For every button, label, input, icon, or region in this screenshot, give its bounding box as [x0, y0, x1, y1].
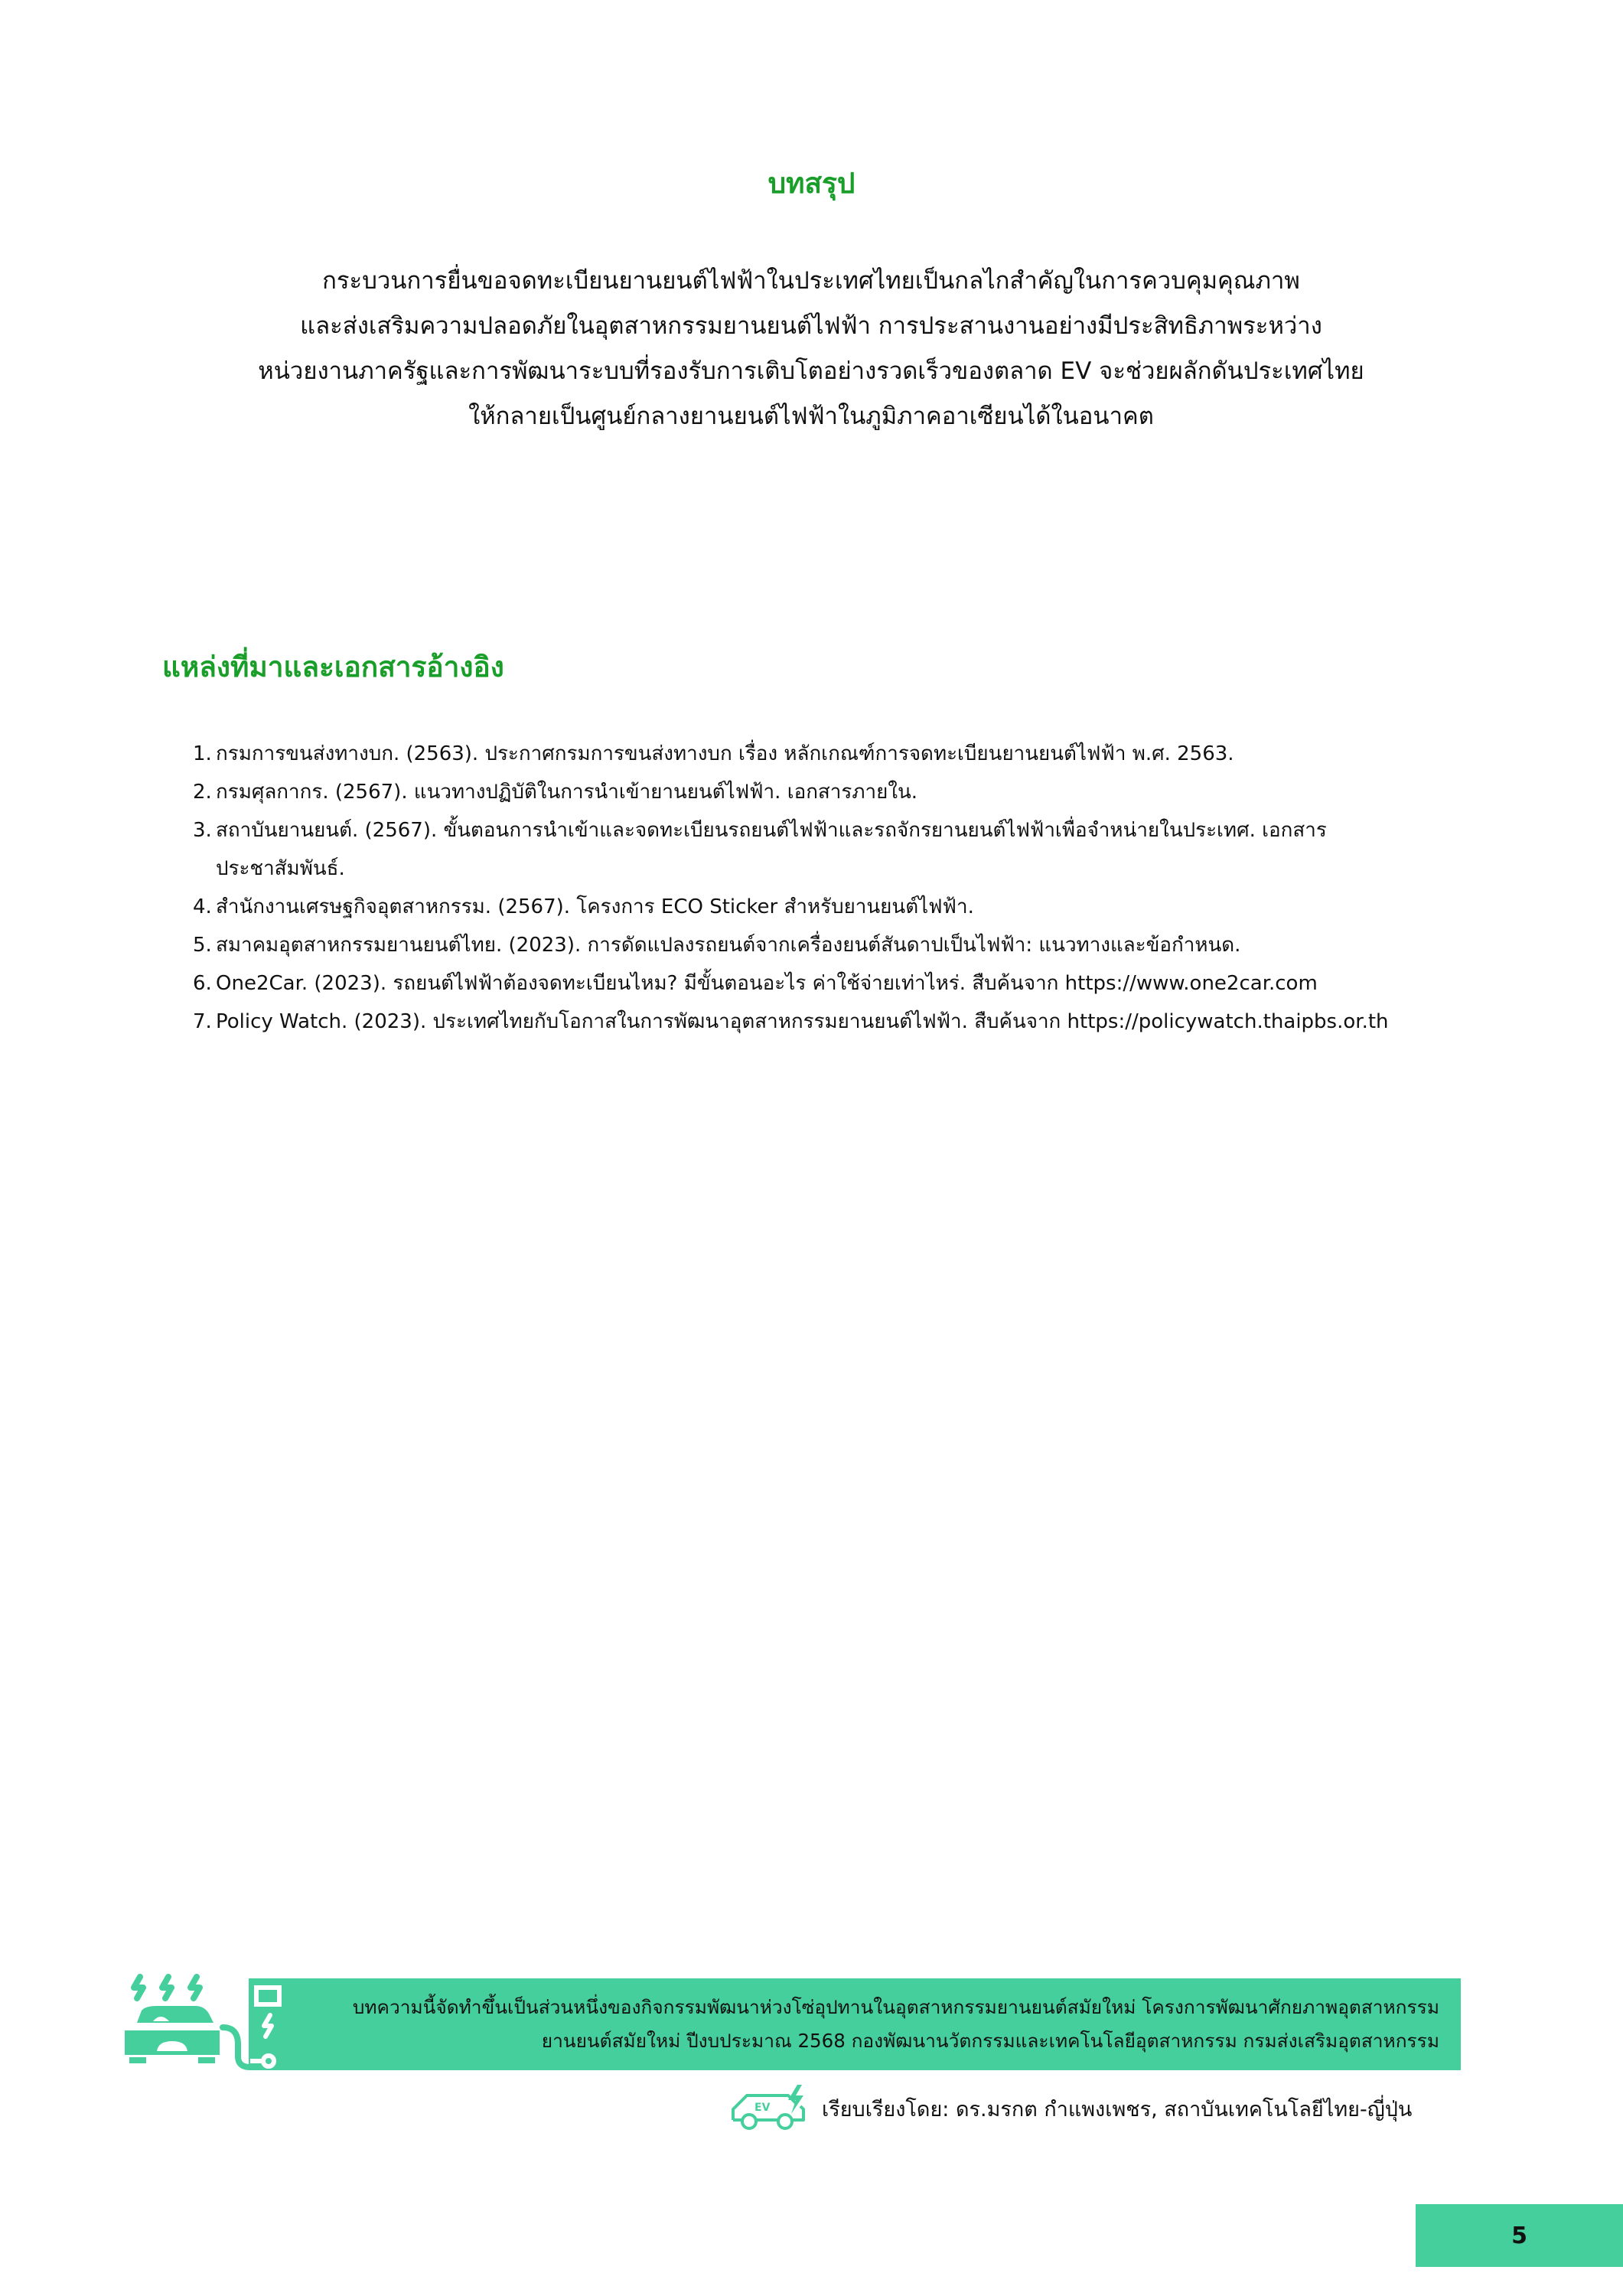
- reference-text: กรมการขนส่งทางบก. (2563). ประกาศกรมการขนส่งทางบก เรื่อง หลักเกณฑ์การจดทะเบียนยานยนต์ไฟฟ้า พ.ศ. 2563.: [216, 742, 1234, 765]
- svg-text:EV: EV: [754, 2102, 771, 2114]
- summary-line: ให้กลายเป็นศูนย์กลางยานยนต์ไฟฟ้าในภูมิภาคอาเซียนได้ในอนาคต: [468, 403, 1154, 430]
- summary-line: กระบวนการยื่นขอจดทะเบียนยานยนต์ไฟฟ้าในประเทศไทยเป็นกลไกสำคัญในการควบคุมคุณภาพ: [322, 267, 1300, 295]
- reference-item: [193, 964, 1432, 1003]
- footer-banner: [249, 1978, 1461, 2070]
- reference-item: [193, 888, 1432, 926]
- reference-number: 2.: [193, 781, 212, 804]
- footer-banner-text: [353, 1991, 1439, 2058]
- reference-number: 3.: [193, 819, 212, 842]
- reference-item: [193, 773, 1432, 811]
- reference-text: กรมศุลกากร. (2567). แนวทางปฏิบัติในการนำเข้ายานยนต์ไฟฟ้า. เอกสารภายใน.: [216, 781, 918, 804]
- page-number: 5: [1416, 2204, 1623, 2267]
- summary-heading: บทสรุป: [768, 167, 855, 200]
- reference-number: 1.: [193, 742, 212, 765]
- references-list: [193, 735, 1432, 1041]
- reference-number: 4.: [193, 895, 212, 918]
- reference-text: One2Car. (2023). รถยนต์ไฟฟ้าต้องจดทะเบียนไหม? มีขั้นตอนอะไร ค่าใช้จ่ายเท่าไหร่. สืบค้นจาก https://www.one2car.com: [216, 972, 1318, 995]
- compiler-credit: [727, 2082, 1412, 2135]
- reference-text: Policy Watch. (2023). ประเทศไทยกับโอกาสในการพัฒนาอุตสาหกรรมยานยนต์ไฟฟ้า. สืบค้นจาก https://policywatch.thaipbs.or.th: [216, 1010, 1389, 1033]
- references-heading: แหล่งที่มาและเอกสารอ้างอิง: [162, 651, 504, 683]
- reference-item: [193, 926, 1432, 964]
- reference-number: 7.: [193, 1010, 212, 1033]
- footer-banner-line: ยานยนต์สมัยใหม่ ปีงบประมาณ 2568 กองพัฒนานวัตกรรมและเทคโนโลยีอุตสาหกรรม กรมส่งเสริมอุตสาหกรรม: [541, 2030, 1439, 2052]
- reference-item: [193, 811, 1432, 888]
- reference-number: 6.: [193, 972, 212, 995]
- reference-number: 5.: [193, 934, 212, 957]
- summary-paragraph: [207, 259, 1416, 439]
- reference-text: สถาบันยานยนต์. (2567). ขั้นตอนการนำเข้าและจดทะเบียนรถยนต์ไฟฟ้าและรถจักรยานยนต์ไฟฟ้าเพื่อจำหน่ายในประเทศ. เอกสารประชาสัมพันธ์.: [216, 819, 1327, 880]
- ev-car-icon: [727, 2083, 811, 2134]
- compiler-text: เรียบเรียงโดย: ดร.มรกต กำแพงเพชร, สถาบันเทคโนโลยีไทย-ญี่ปุ่น: [822, 2097, 1413, 2122]
- footer-banner-line: บทความนี้จัดทำขึ้นเป็นส่วนหนึ่งของกิจกรรมพัฒนาห่วงโซ่อุปทานในอุตสาหกรรมยานยนต์สมัยใหม่ โครงการพัฒนาศักยภาพอุตสาหกรรม: [352, 1996, 1439, 2018]
- reference-text: สำนักงานเศรษฐกิจอุตสาหกรรม. (2567). โครงการ ECO Sticker สำหรับยานยนต์ไฟฟ้า.: [216, 895, 974, 918]
- ev-charging-station-icon: [119, 1971, 283, 2086]
- reference-item: [193, 1003, 1432, 1041]
- reference-text: สมาคมอุตสาหกรรมยานยนต์ไทย. (2023). การดัดแปลงรถยนต์จากเครื่องยนต์สันดาปเป็นไฟฟ้า: แนวทางและข้อกำหนด.: [216, 934, 1241, 957]
- reference-item: [193, 735, 1432, 773]
- summary-line: และส่งเสริมความปลอดภัยในอุตสาหกรรมยานยนต์ไฟฟ้า การประสานงานอย่างมีประสิทธิภาพระหว่าง: [300, 312, 1322, 340]
- summary-line: หน่วยงานภาครัฐและการพัฒนาระบบที่รองรับการเติบโตอย่างรวดเร็วของตลาด EV จะช่วยผลักดันประเทศไทย: [258, 357, 1364, 385]
